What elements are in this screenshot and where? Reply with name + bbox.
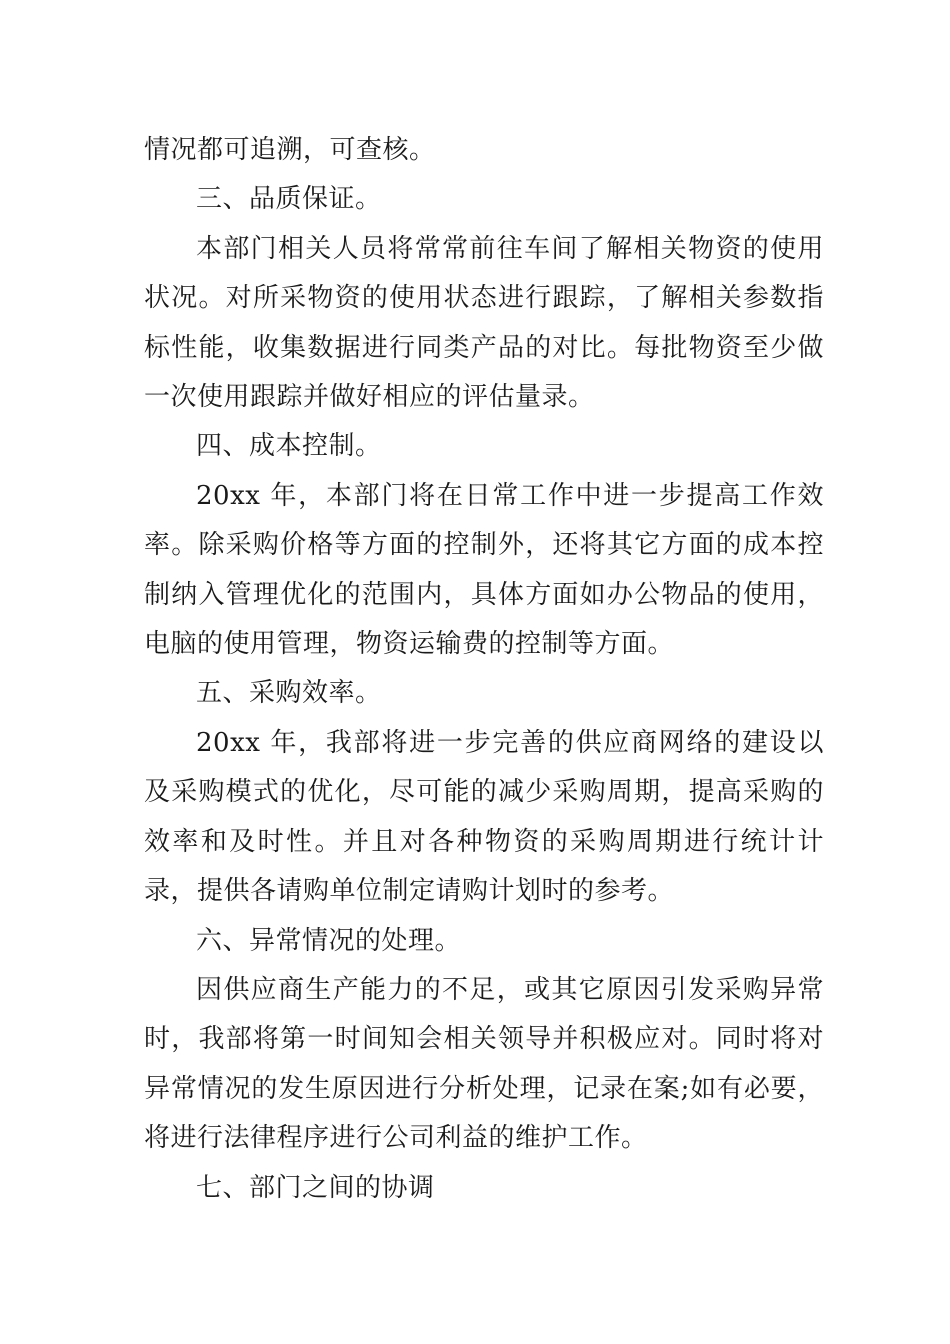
section-heading-coordination: 七、部门之间的协调	[196, 1172, 435, 1203]
document-body	[144, 126, 824, 1213]
paragraph-continuation: 情况都可追溯，可查核。	[144, 135, 436, 165]
paragraph-cost: 20xx 年，本部门将在日常工作中进一步提高工作效率。除采购价格等方面的控制外，还将其它方面的成本控制纳入管理优化的范围内，具体方面如办公物品的使用，电脑的使用管理，物资运输费的控制等方面。	[144, 480, 824, 660]
section-heading-quality: 三、品质保证。	[196, 184, 382, 215]
paragraph-quality: 本部门相关人员将常常前往车间了解相关物资的使用状况。对所采物资的使用状态进行跟踪，了解相关参数指标性能，收集数据进行同类产品的对比。每批物资至少做一次使用跟踪并做好相应的评估量录。	[144, 233, 824, 413]
paragraph-efficiency: 20xx 年，我部将进一步完善的供应商网络的建设以及采购模式的优化，尽可能的减少采购周期，提高采购的效率和及时性。并且对各种物资的采购周期进行统计计录，提供各请购单位制定请购计划时的参考。	[144, 727, 824, 907]
section-heading-cost: 四、成本控制。	[196, 431, 382, 462]
section-heading-efficiency: 五、采购效率。	[196, 678, 382, 709]
section-heading-exceptions: 六、异常情况的处理。	[196, 925, 462, 956]
paragraph-exceptions: 因供应商生产能力的不足，或其它原因引发采购异常时，我部将第一时间知会相关领导并积极应对。同时将对异常情况的发生原因进行分析处理，记录在案;如有必要，将进行法律程序进行公司利益的维护工作。	[144, 974, 824, 1154]
